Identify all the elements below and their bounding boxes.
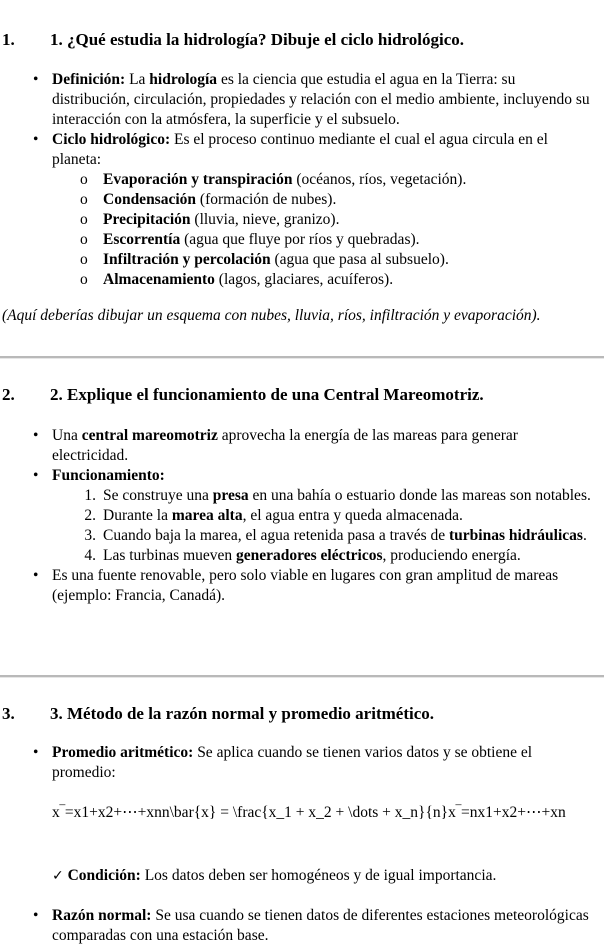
bullet-icon: • [33,131,39,148]
step-item [0,546,593,566]
step-number: 2. [84,507,96,524]
normal-ratio-text: Se usa cuando se tienen datos de diferentes estaciones meteorológicas comparadas con una estación base. [52,907,589,944]
section-1-title: 1. ¿Qué estudia la hidrología? Dibuje el ciclo hidrológico. [50,30,465,49]
section-3-title: 3. Método de la razón normal y promedio aritmético. [50,704,435,723]
step-number: 1. [84,487,96,504]
cycle-stage [0,250,593,270]
bullet-icon: • [33,907,39,924]
circle-bullet-icon: o [80,271,88,288]
circle-bullet-icon: o [80,191,88,208]
step-term: generadores eléctricos [236,547,383,564]
stage-desc: (lagos, glaciares, acuíferos). [214,271,394,288]
condition-text: Los datos deben ser homogéneos y de igual importancia. [140,867,497,884]
stage-desc: (agua que fluye por ríos y quebradas). [180,231,420,248]
divider [0,675,604,678]
stage-name: Precipitación [103,211,191,228]
section-1-list [0,70,606,290]
bullet-icon: • [33,567,39,584]
stage-name: Infiltración y percolación [103,251,271,268]
stage-name: Almacenamiento [103,271,215,288]
arithmetic-mean-label: Promedio aritmético: [52,744,194,761]
circle-bullet-icon: o [80,211,88,228]
condition-line [52,866,597,886]
stage-desc: (océanos, ríos, vegetación). [292,171,467,188]
step-item [0,486,593,506]
functioning-item [0,466,597,486]
step-text: en una bahía o estuario donde las mareas son notables. [248,487,591,504]
step-term: presa [212,487,249,504]
step-pre: Las turbinas mueven [103,547,237,564]
cycle-stage [0,170,593,190]
check-icon: ✓ [52,868,64,884]
intro-text: aprovecha la energía de las mareas para generar electricidad. [52,427,518,464]
stage-desc: (formación de nubes). [196,191,337,208]
step-term: turbinas hidráulicas [449,527,583,544]
definition-label: Definición: [52,71,126,88]
arithmetic-mean-block [0,743,606,783]
definition-term: hidrología [149,71,218,88]
definition-text: es la ciencia que estudia el agua en la Tierra: su distribución, circulación, propiedades y relación con el medio ambiente, incluyendo su interacción con la atmósfera, la superficie y el subsuelo. [52,71,590,128]
normal-ratio-block [0,906,606,946]
step-pre: Durante la [103,507,172,524]
bullet-icon: • [33,467,39,484]
section-1-heading [0,30,606,52]
circle-bullet-icon: o [80,231,88,248]
section-2-number: 2. [2,385,15,404]
condition-label: Condición: [67,867,141,884]
definition-pre: La [125,71,150,88]
stage-name: Escorrentía [103,231,181,248]
normal-ratio-item [0,906,597,946]
section-2-heading [0,385,606,407]
step-pre: Se construye una [103,487,213,504]
cycle-text: Es el proceso continuo mediante el cual el agua circula en el planeta: [52,131,548,168]
intro-pre: Una [52,427,82,444]
arithmetic-mean-text: Se aplica cuando se tienen varios datos y se obtiene el promedio: [52,744,533,781]
arithmetic-mean-item [0,743,597,783]
section-2-list [0,426,606,606]
cycle-stage [0,270,593,290]
step-text: , produciendo energía. [382,547,521,564]
divider [0,356,604,359]
cycle-stage [0,230,593,250]
section-3-heading [0,704,606,726]
section-3-number: 3. [2,704,15,723]
definition-item [0,70,597,130]
cycle-stage [0,190,593,210]
bullet-icon: • [33,71,39,88]
cycle-stage [0,210,593,230]
intro-term: central mareomotriz [81,427,218,444]
bullet-icon: • [33,744,39,761]
section-2-title: 2. Explique el funcionamiento de una Central Mareomotriz. [50,385,484,404]
step-number: 3. [84,527,96,544]
stage-desc: (agua que pasa al subsuelo). [270,251,449,268]
section-1-number: 1. [2,30,15,49]
renewable-item [0,566,597,606]
mean-formula: x‾=x1+x2+⋯+xnn\bar{x} = \frac{x_1 + x_2 + \dots + x_n}{n}x‾=nx1+x2+⋯+xn [52,804,566,821]
bullet-icon: • [33,427,39,444]
step-item [0,506,593,526]
cycle-item [0,130,597,170]
step-text: , el agua entra y queda almacenada. [242,507,463,524]
normal-ratio-label: Razón normal: [52,907,152,924]
circle-bullet-icon: o [80,251,88,268]
stage-name: Condensación [103,191,197,208]
step-pre: Cuando baja la marea, el agua retenida pasa a través de [103,527,449,544]
renewable-text: Es una fuente renovable, pero solo viable en lugares con gran amplitud de mareas (ejemplo: Francia, Canadá). [52,567,559,604]
drawing-note: (Aquí deberías dibujar un esquema con nubes, lluvia, ríos, infiltración y evaporación). [2,307,541,324]
stage-desc: (lluvia, nieve, granizo). [190,211,340,228]
functioning-label: Funcionamiento: [52,467,165,484]
circle-bullet-icon: o [80,171,88,188]
step-term: marea alta [171,507,243,524]
stage-name: Evaporación y transpiración [103,171,293,188]
cycle-label: Ciclo hidrológico: [52,131,171,148]
tidal-intro-item [0,426,597,466]
step-text: . [582,527,587,544]
step-number: 4. [84,547,96,564]
step-item [0,526,593,546]
